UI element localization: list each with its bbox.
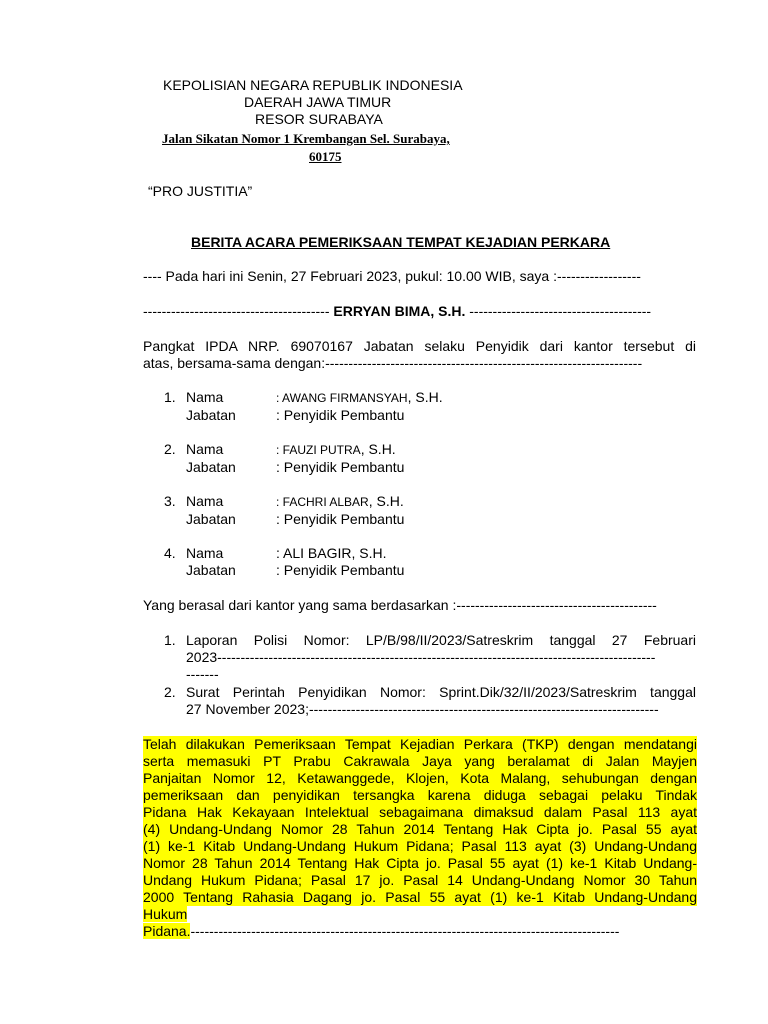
member-name-suffix: , S.H. (368, 493, 404, 509)
tkp-paragraph (143, 736, 697, 940)
tkp-line: Telah dilakukan Pemeriksaan Tempat Kejadian Perkara (TKP) dengan mendatangi (143, 736, 697, 752)
basis-line-1: Laporan Polisi Nomor: LP/B/98/II/2023/Satreskrim tanggal 27 Februari (186, 632, 696, 648)
header-address: Jalan Sikatan Nomor 1 Krembangan Sel. Surabaya, (162, 131, 450, 146)
member-role: : Penyidik Pembantu (276, 459, 405, 475)
nama-label: Nama (186, 545, 224, 561)
member-number: 4. (164, 545, 176, 561)
nama-label: Nama (186, 389, 224, 405)
basis-number: 2. (164, 684, 176, 700)
member-role: : Penyidik Pembantu (276, 562, 405, 578)
header-postcode: 60175 (309, 149, 342, 164)
jabatan-label: Jabatan (186, 459, 236, 475)
jabatan-label: Jabatan (186, 511, 236, 527)
basis-line-2: 2023---------------------------------------------------------------------------------------------- (186, 649, 656, 665)
header-resort: RESOR SURABAYA (255, 111, 383, 127)
basis-number: 1. (164, 632, 176, 648)
tkp-line: Panjaitan Nomor 12, Ketawanggede, Klojen, Kota Malang, sehubungan dengan (143, 770, 697, 786)
member-name: : FACHRI ALBAR (276, 495, 369, 509)
basis-line-2: 27 November 2023;--------------------------------------------------------------------------- (186, 701, 659, 717)
tkp-line: (4) Undang-Undang Nomor 28 Tahun 2014 Tentang Hak Cipta jo. Pasal 55 ayat (143, 821, 697, 837)
member-name-suffix: , S.H. (351, 545, 387, 561)
member-item (164, 389, 443, 424)
member-name: : AWANG FIRMANSYAH (276, 391, 408, 405)
header-institution: KEPOLISIAN NEGARA REPUBLIK INDONESIA (163, 77, 463, 93)
member-name-suffix: , S.H. (360, 441, 396, 457)
member-name: : FAUZI PUTRA (276, 443, 361, 457)
tkp-line: serta memasuki PT Prabu Cakrawala Jaya yang beralamat di Jalan Mayjen (143, 753, 697, 769)
member-item (164, 545, 404, 579)
jabatan-label: Jabatan (186, 562, 236, 578)
member-item (164, 493, 404, 528)
member-item (164, 441, 404, 476)
tkp-line: Nomor 28 Tahun 2014 Tentang Hak Cipta jo. Pasal 55 ayat (1) ke-1 Kitab Undang- (143, 855, 697, 871)
header-region: DAERAH JAWA TIMUR (244, 94, 392, 110)
basis-item (164, 684, 696, 718)
jabatan-label: Jabatan (186, 407, 236, 423)
nama-label: Nama (186, 441, 224, 457)
member-number: 2. (164, 441, 176, 457)
rank-paragraph (143, 338, 696, 372)
tkp-last-word: Pidana. (143, 923, 191, 939)
tkp-line: Hukum (143, 906, 188, 922)
investigator-dash-right: --------------------------------------- (469, 303, 652, 319)
rank-line-2: atas, bersama-sama dengan:-------------------------------------------------------------------- (143, 355, 643, 371)
tkp-line: pemeriksaan dan penyidikan tersangka karena diduga sebagai pelaku Tindak (143, 787, 697, 803)
rank-line-1: Pangkat IPDA NRP. 69070167 Jabatan selaku Penyidik dari kantor tersebut di (143, 338, 696, 354)
investigator-line (143, 303, 695, 320)
document-title: BERITA ACARA PEMERIKSAAN TEMPAT KEJADIAN PERKARA (191, 234, 611, 250)
tkp-line: 2000 Tentang Rahasia Dagang jo. Pasal 55 ayat (1) ke-1 Kitab Undang-Undang (143, 889, 697, 905)
member-name-suffix: , S.H. (407, 389, 443, 405)
investigator-dash-left: ---------------------------------------- (143, 303, 330, 319)
nama-label: Nama (186, 493, 224, 509)
member-role: : Penyidik Pembantu (276, 511, 405, 527)
tkp-line: (1) ke-1 Kitab Undang-Undang Hukum Pidana; Pasal 113 ayat (3) Undang-Undang (143, 838, 697, 854)
basis-line-3: ------- (186, 666, 219, 682)
basis-item (164, 632, 696, 683)
member-name: : ALI BAGIR (276, 545, 352, 561)
opening-line: ---- Pada hari ini Senin, 27 Februari 2023, pukul: 10.00 WIB, saya :------------------ (143, 268, 641, 284)
pro-justitia: “PRO JUSTITIA” (148, 183, 253, 199)
member-number: 3. (164, 493, 176, 509)
investigator-name: ERRYAN BIMA, S.H. (333, 303, 466, 319)
tkp-line: Undang Hukum Pidana; Pasal 17 jo. Pasal 14 Undang-Undang Nomor 30 Tahun (143, 872, 697, 888)
basis-line-1: Surat Perintah Penyidikan Nomor: Sprint.Dik/32/II/2023/Satreskrim tanggal (186, 684, 696, 700)
member-role: : Penyidik Pembantu (276, 407, 405, 423)
tkp-line: Pidana Hak Kekayaan Intelektual sebagaimana dimaksud dalam Pasal 113 ayat (143, 804, 697, 820)
basis-intro: Yang berasal dari kantor yang sama berdasarkan :------------------------------------------- (143, 597, 657, 613)
member-number: 1. (164, 389, 176, 405)
tkp-last-dash: -------------------------------------------------------------------------------------------- (190, 923, 620, 939)
